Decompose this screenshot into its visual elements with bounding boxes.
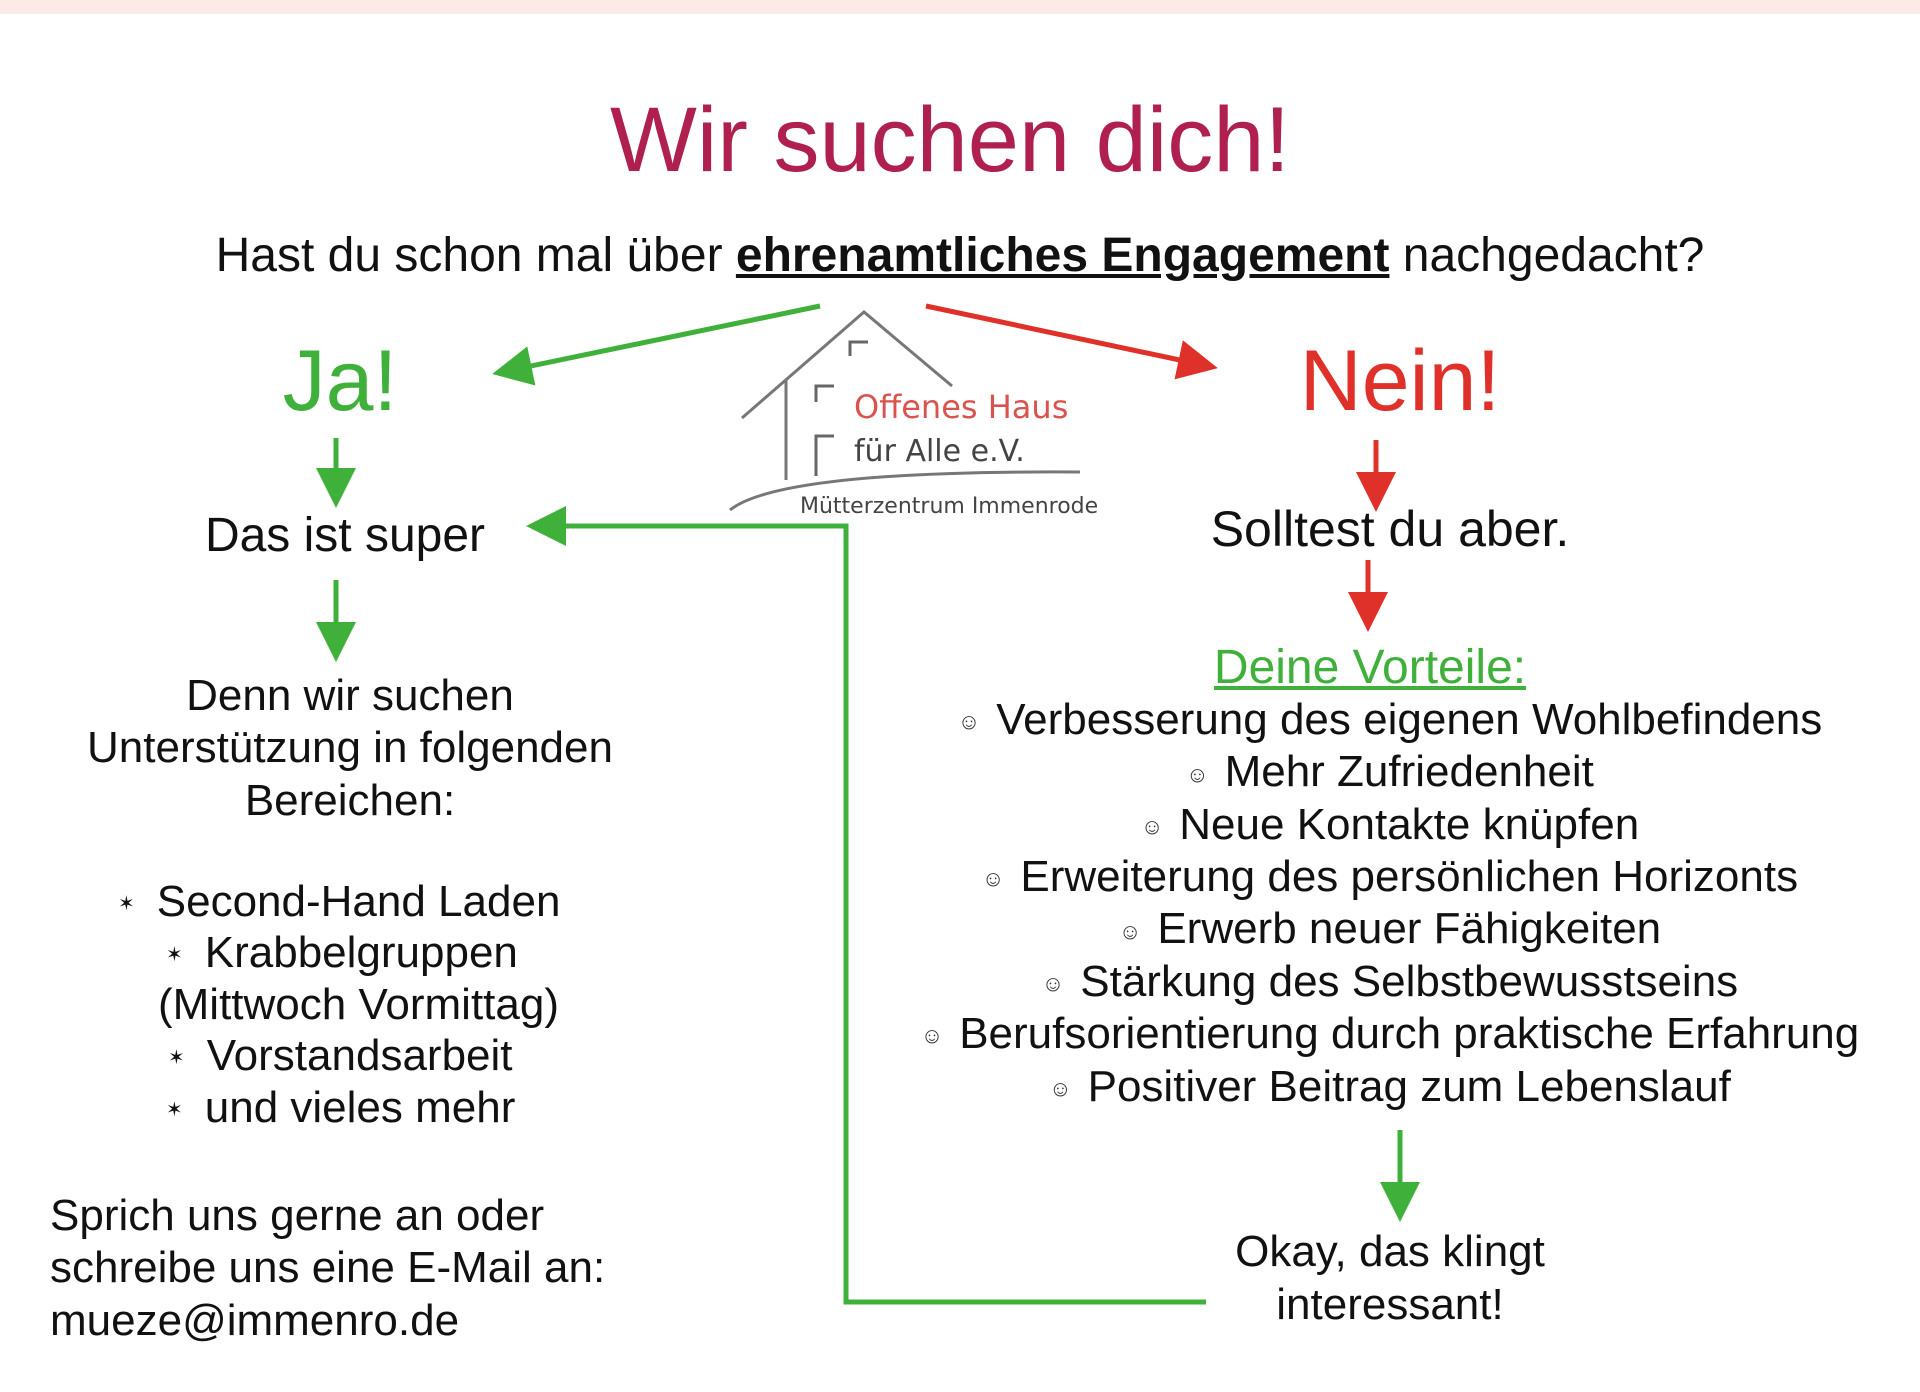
- star-bullet-icon: ✶: [166, 944, 183, 967]
- list-item: [860, 694, 1920, 746]
- das-ist-super-text: Das ist super: [204, 509, 486, 562]
- list-item: [100, 876, 660, 927]
- smiley-icon: ☺: [1041, 971, 1065, 997]
- smiley-icon: ☺: [1186, 761, 1209, 787]
- contact-block: [50, 1190, 700, 1347]
- list-item: [860, 746, 1920, 798]
- area-label: Krabbelgruppen: [204, 928, 518, 978]
- list-item: [100, 1082, 660, 1133]
- star-bullet-icon: ✶: [168, 1047, 185, 1070]
- smiley-icon: ☺: [1049, 1075, 1072, 1101]
- star-bullet-icon: ✶: [118, 892, 135, 915]
- contact-line: Sprich uns gerne an oder: [50, 1191, 545, 1240]
- list-item: [860, 851, 1920, 903]
- benefit-label: Erweiterung des persönlichen Horizonts: [1020, 852, 1799, 902]
- list-item: [860, 956, 1920, 1008]
- smiley-icon: ☺: [920, 1023, 944, 1049]
- nein-label: Nein!: [1299, 333, 1501, 429]
- area-label: Second-Hand Laden: [156, 877, 561, 926]
- area-label: (Mittwoch Vormittag): [158, 979, 559, 1029]
- benefit-label: Erwerb neuer Fähigkeiten: [1157, 904, 1662, 954]
- conclusion-line: Okay, das klingt: [1235, 1227, 1545, 1276]
- contact-line: schreibe uns eine E-Mail an:: [50, 1243, 606, 1293]
- logo-tagline: Mütterzentrum Immenrode: [800, 494, 1099, 519]
- smiley-icon: ☺: [981, 866, 1005, 892]
- support-intro-line: Unterstützung in folgenden: [87, 723, 613, 773]
- support-intro-line: Denn wir suchen: [186, 671, 514, 720]
- benefit-label: Positiver Beitrag zum Lebenslauf: [1087, 1061, 1731, 1111]
- email-link[interactable]: mueze@immenro.de: [50, 1295, 460, 1345]
- areas-list: [100, 876, 660, 1133]
- question-line: [0, 228, 1920, 283]
- question-emphasis: ehrenamtliches Engagement: [735, 229, 1390, 282]
- star-bullet-icon: ✶: [166, 1098, 183, 1121]
- list-item: [100, 927, 660, 978]
- logo-subtitle: für Alle e.V.: [854, 434, 1025, 469]
- benefit-label: Stärkung des Selbstbewusstseins: [1080, 956, 1739, 1006]
- list-item: [860, 1061, 1920, 1113]
- list-item: [860, 903, 1920, 955]
- solltest-text: Solltest du aber.: [1210, 501, 1570, 557]
- support-intro-line: Bereichen:: [244, 775, 456, 825]
- benefits-list: [860, 694, 1920, 1113]
- question-before: Hast du schon mal über: [215, 229, 723, 282]
- conclusion-line: interessant!: [1276, 1279, 1504, 1329]
- conclusion-text: [1180, 1226, 1600, 1332]
- list-item: [860, 799, 1920, 851]
- benefit-label: Verbesserung des eigenen Wohlbefindens: [996, 695, 1823, 744]
- list-item: [100, 1030, 660, 1081]
- list-item: [860, 1008, 1920, 1060]
- area-label: und vieles mehr: [204, 1082, 516, 1132]
- smiley-icon: ☺: [957, 709, 981, 735]
- benefit-label: Mehr Zufriedenheit: [1224, 747, 1594, 797]
- smiley-icon: ☺: [1140, 814, 1164, 839]
- question-after: nachgedacht?: [1402, 229, 1705, 282]
- ja-label: Ja!: [282, 333, 398, 429]
- area-label: Vorstandsarbeit: [206, 1031, 513, 1081]
- smiley-icon: ☺: [1118, 918, 1142, 944]
- support-intro: [40, 670, 660, 827]
- logo-name: Offenes Haus: [854, 388, 1069, 426]
- benefits-heading: Deine Vorteile:: [1213, 641, 1527, 694]
- benefit-label: Neue Kontakte knüpfen: [1179, 799, 1640, 849]
- list-item: [100, 979, 660, 1030]
- page-title: Wir suchen dich!: [609, 89, 1291, 191]
- benefit-label: Berufsorientierung durch praktische Erfahrung: [959, 1009, 1860, 1059]
